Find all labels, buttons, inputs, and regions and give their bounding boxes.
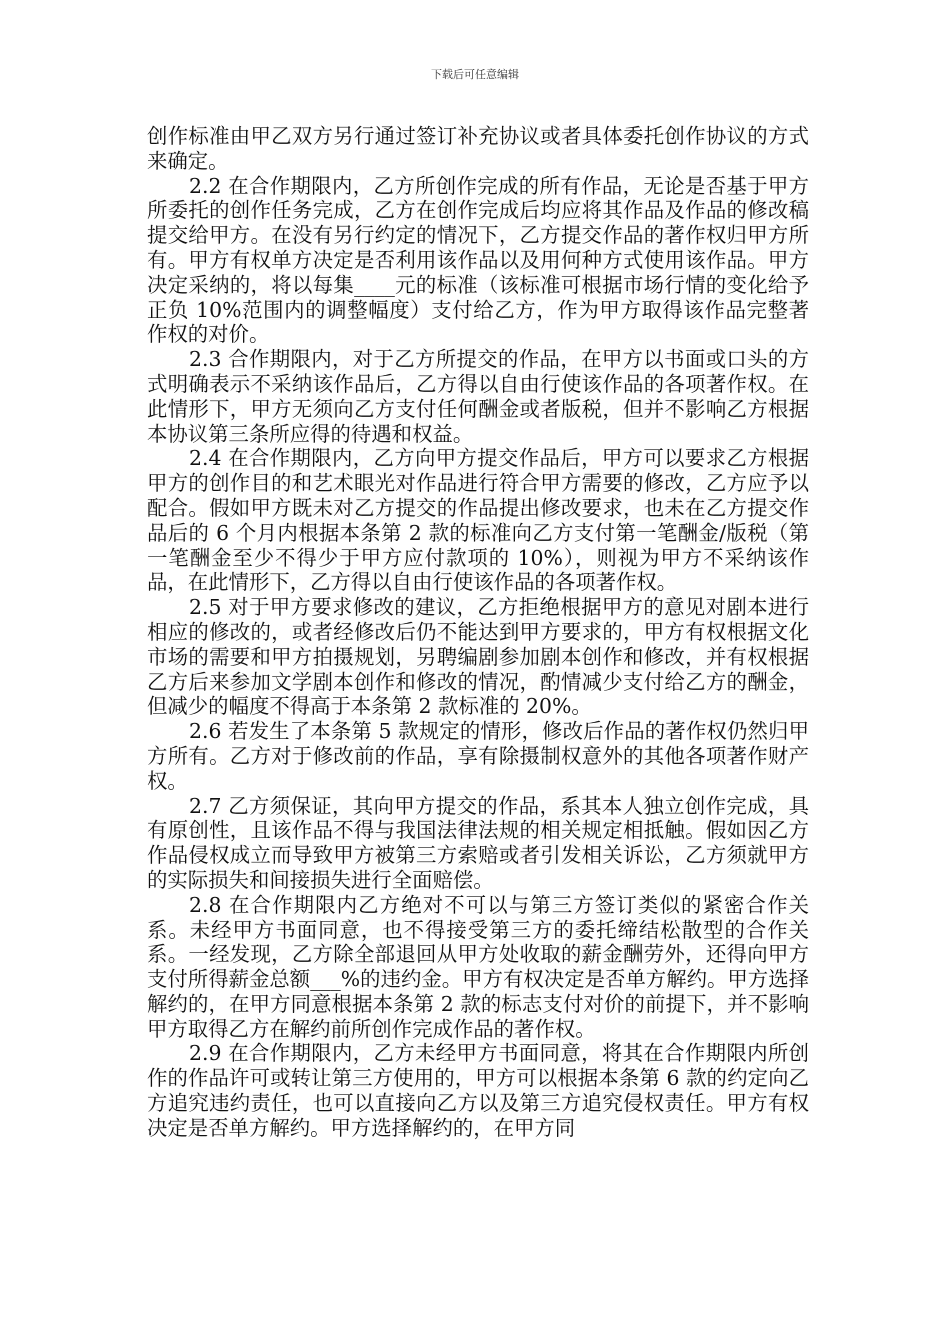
paragraph-2-9: 2.9 在合作期限内，乙方未经甲方书面同意，将其在合作期限内所创作的作品许可或转让第三方使用的，甲方可以根据本条第 6 款的约定向乙方追究违约责任，也可以直接向乙方以及第三方追究侵权责任。甲方有权决定是否单方解约。甲方选择解约的，在甲方同 (147, 1041, 809, 1140)
paragraph-2-2: 2.2 在合作期限内，乙方所创作完成的所有作品，无论是否基于甲方所委托的创作任务完成，乙方在创作完成后均应将其作品及作品的修改稿提交给甲方。在没有另行约定的情况下，乙方提交作品的著作权归甲方所有。甲方有权单方决定是否利用该作品以及用何种方式使用该作品。甲方决定采纳的，将以每集____元的标准（该标准可根据市场行情的变化给予正负 10%范围内的调整幅度）支付给乙方，作为甲方取得该作品完整著作权的对价。 (147, 173, 809, 347)
paragraph-2-6: 2.6 若发生了本条第 5 款规定的情形，修改后作品的著作权仍然归甲方所有。乙方对于修改前的作品，享有除摄制权意外的其他各项著作财产权。 (147, 719, 809, 793)
paragraph-continuation: 创作标准由甲乙双方另行通过签订补充协议或者具体委托创作协议的方式来确定。 (147, 124, 809, 173)
paragraph-2-5: 2.5 对于甲方要求修改的建议，乙方拒绝根据甲方的意见对剧本进行相应的修改的，或者经修改后仍不能达到甲方要求的，甲方有权根据文化市场的需要和甲方拍摄规划，另聘编剧参加剧本创作和修改，并有权根据乙方后来参加文学剧本创作和修改的情况，酌情减少支付给乙方的酬金，但减少的幅度不得高于本条第 2 款标准的 20%。 (147, 595, 809, 719)
paragraph-2-7: 2.7 乙方须保证，其向甲方提交的作品，系其本人独立创作完成，具有原创性，且该作品不得与我国法律法规的相关规定相抵触。假如因乙方作品侵权成立而导致甲方被第三方索赔或者引发相关诉讼，乙方须就甲方的实际损失和间接损失进行全面赔偿。 (147, 793, 809, 892)
document-body (147, 124, 809, 1141)
paragraph-2-4: 2.4 在合作期限内，乙方向甲方提交作品后，甲方可以要求乙方根据甲方的创作目的和艺术眼光对作品进行符合甲方需要的修改，乙方应予以配合。假如甲方既未对乙方提交的作品提出修改要求，也未在乙方提交作品后的 6 个月内根据本条第 2 款的标准向乙方支付第一笔酬金/版税（第一笔酬金至少不得少于甲方应付款项的 10%），则视为甲方不采纳该作品，在此情形下，乙方得以自由行使该作品的各项著作权。 (147, 446, 809, 595)
page-header-note: 下载后可任意编辑 (431, 68, 519, 81)
paragraph-2-8: 2.8 在合作期限内乙方绝对不可以与第三方签订类似的紧密合作关系。未经甲方书面同意，也不得接受第三方的委托缔结松散型的合作关系。一经发现，乙方除全部退回从甲方处收取的薪金酬劳外，还得向甲方支付所得薪金总额___%的违约金。甲方有权决定是否单方解约。甲方选择解约的，在甲方同意根据本条第 2 款的标志支付对价的前提下，并不影响甲方取得乙方在解约前所创作完成作品的著作权。 (147, 892, 809, 1041)
paragraph-2-3: 2.3 合作期限内，对于乙方所提交的作品，在甲方以书面或口头的方式明确表示不采纳该作品后，乙方得以自由行使该作品的各项著作权。在此情形下，甲方无须向乙方支付任何酬金或者版税，但并不影响乙方根据本协议第三条所应得的待遇和权益。 (147, 347, 809, 446)
